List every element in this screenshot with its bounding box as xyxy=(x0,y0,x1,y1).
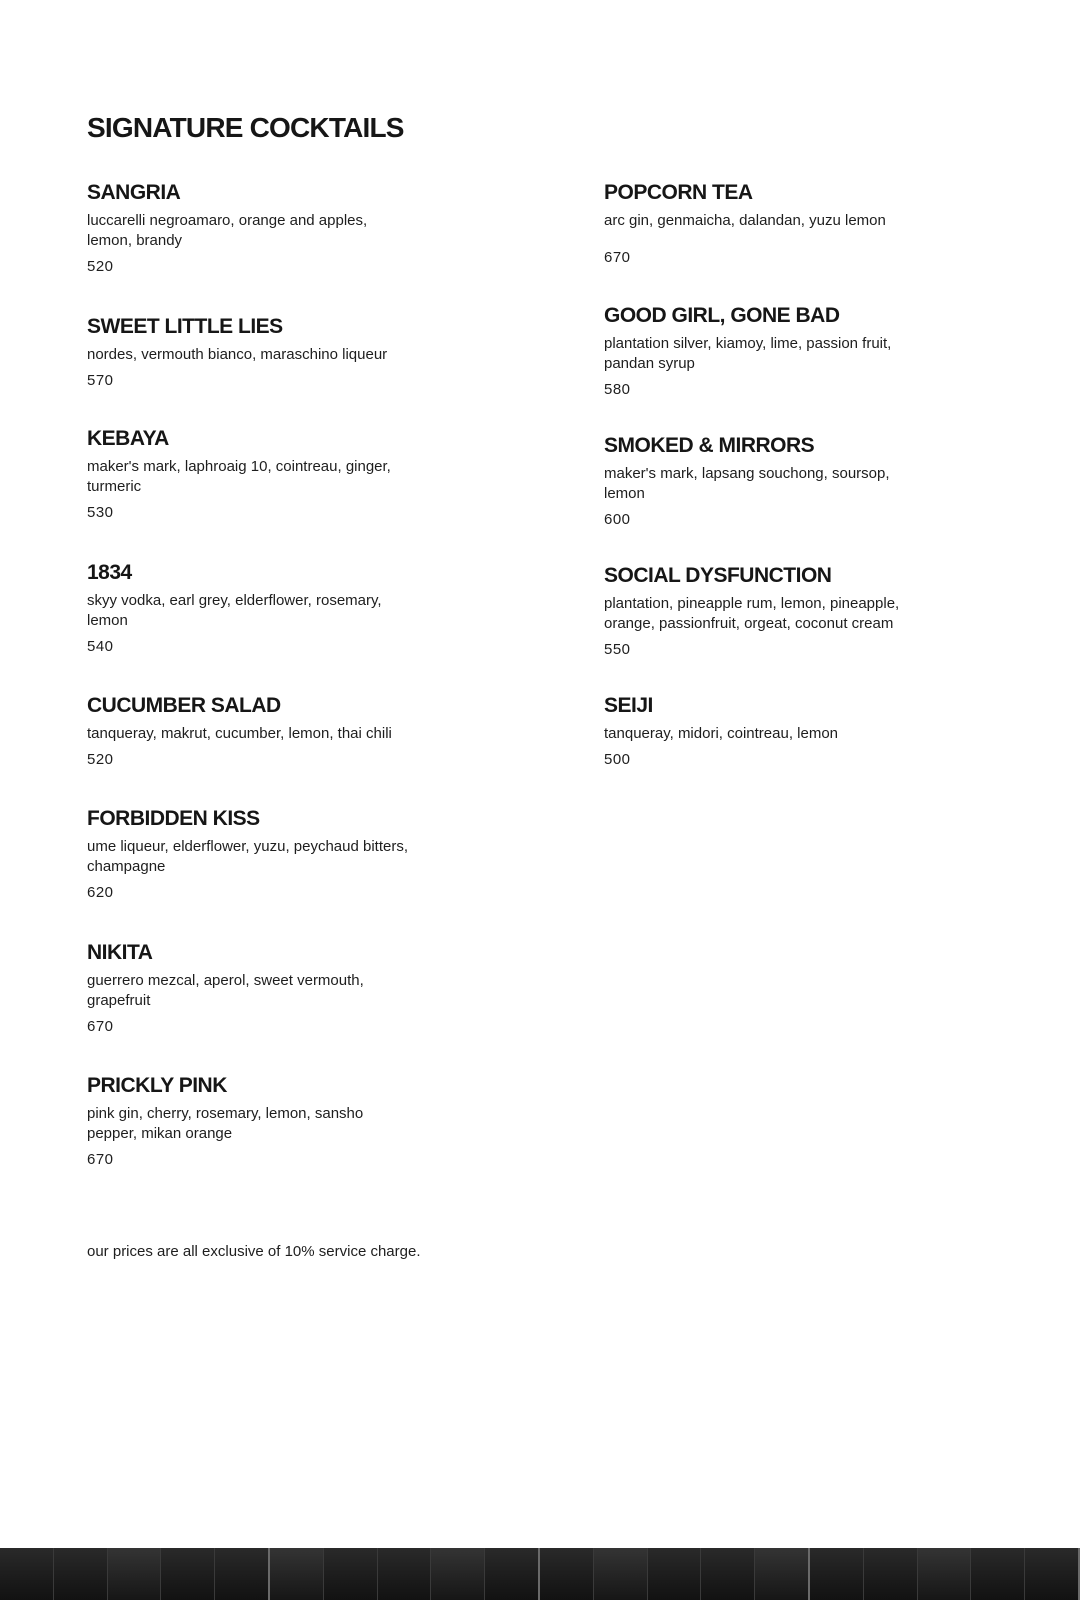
photo-tile xyxy=(864,1548,918,1600)
menu-item-name: SOCIAL DYSFUNCTION xyxy=(604,564,832,587)
photo-tile xyxy=(485,1548,540,1600)
menu-item-description-text: ume liqueur, elderflower, yuzu, peychaud bitters, champagne xyxy=(87,838,409,875)
menu-item-description-text: pink gin, cherry, rosemary, lemon, sansho pepper, mikan orange xyxy=(87,1105,364,1142)
menu-item-description xyxy=(87,837,487,877)
menu-item-price: 520 xyxy=(87,258,114,275)
menu-item-description xyxy=(87,345,487,365)
menu-item-description-text: plantation silver, kiamoy, lime, passion fruit, pandan syrup xyxy=(604,335,892,372)
menu-item xyxy=(87,560,487,657)
menu-item-price: 670 xyxy=(604,249,631,266)
photo-tile xyxy=(1025,1548,1080,1600)
menu-item-description xyxy=(87,724,487,744)
menu-item xyxy=(604,180,1024,268)
menu-item-price: 600 xyxy=(604,511,631,528)
photo-tile xyxy=(431,1548,485,1600)
menu-item-name: PRICKLY PINK xyxy=(87,1074,227,1097)
menu-item-name: KEBAYA xyxy=(87,427,169,450)
menu-item-description xyxy=(87,457,487,497)
menu-item-description-text: maker's mark, lapsang souchong, soursop, lemon xyxy=(604,465,890,502)
menu-item-description xyxy=(87,591,487,631)
menu-item-name: SANGRIA xyxy=(87,181,181,204)
photo-tile xyxy=(701,1548,755,1600)
menu-item-price: 580 xyxy=(604,381,631,398)
service-charge-note: our prices are all exclusive of 10% service charge. xyxy=(87,1243,421,1260)
menu-item-price: 500 xyxy=(604,751,631,768)
photo-tile xyxy=(108,1548,162,1600)
menu-item-description-text: nordes, vermouth bianco, maraschino liqueur xyxy=(87,346,388,363)
menu-item-description-text: tanqueray, makrut, cucumber, lemon, thai chili xyxy=(87,725,392,742)
photo-tile xyxy=(918,1548,972,1600)
photo-tile xyxy=(810,1548,864,1600)
menu-item xyxy=(604,563,1024,660)
menu-item-description xyxy=(604,594,1024,634)
menu-item-name: SWEET LITTLE LIES xyxy=(87,315,283,338)
bottom-photo-strip xyxy=(0,1548,1080,1600)
photo-tile xyxy=(378,1548,432,1600)
photo-tile xyxy=(648,1548,702,1600)
menu-item-price: 520 xyxy=(87,751,114,768)
menu-item-name: POPCORN TEA xyxy=(604,181,753,204)
menu-item-price: 670 xyxy=(87,1018,114,1035)
photo-tile xyxy=(540,1548,594,1600)
menu-item xyxy=(87,1073,487,1170)
menu-item-description-text: skyy vodka, earl grey, elderflower, rosemary, lemon xyxy=(87,592,382,629)
photo-tile xyxy=(215,1548,270,1600)
menu-item-price: 530 xyxy=(87,504,114,521)
menu-item-name: NIKITA xyxy=(87,941,153,964)
menu-item-price: 670 xyxy=(87,1151,114,1168)
menu-item xyxy=(87,806,487,903)
menu-item-description xyxy=(604,211,1024,231)
menu-item-description xyxy=(604,334,1024,374)
menu-item-name: GOOD GIRL, GONE BAD xyxy=(604,304,840,327)
photo-tile xyxy=(0,1548,54,1600)
menu-item-description-text: guerrero mezcal, aperol, sweet vermouth, grapefruit xyxy=(87,972,364,1009)
menu-item-description xyxy=(604,464,1024,504)
menu-item xyxy=(87,180,487,277)
photo-tile xyxy=(594,1548,648,1600)
menu-item-description-text: tanqueray, midori, cointreau, lemon xyxy=(604,725,839,742)
menu-item-price: 550 xyxy=(604,641,631,658)
menu-item-description xyxy=(87,971,487,1011)
menu-item xyxy=(87,693,487,770)
menu-item xyxy=(87,940,487,1037)
menu-item xyxy=(604,433,1024,530)
menu-item xyxy=(87,426,487,523)
menu-item-description-text: arc gin, genmaicha, dalandan, yuzu lemon xyxy=(604,212,886,229)
photo-tile xyxy=(324,1548,378,1600)
menu-item-name: SMOKED & MIRRORS xyxy=(604,434,815,457)
menu-item-price: 540 xyxy=(87,638,114,655)
menu-item-name: SEIJI xyxy=(604,694,653,717)
menu-item-description-text: luccarelli negroamaro, orange and apples, lemon, brandy xyxy=(87,212,368,249)
menu-item-price: 620 xyxy=(87,884,114,901)
menu-item-description xyxy=(87,211,487,251)
menu-item-description-text: maker's mark, laphroaig 10, cointreau, ginger, turmeric xyxy=(87,458,391,495)
menu-item-description xyxy=(604,724,1024,744)
menu-item-price: 570 xyxy=(87,372,114,389)
photo-tile xyxy=(161,1548,215,1600)
menu-item xyxy=(604,693,1024,770)
menu-item-description xyxy=(87,1104,487,1144)
menu-item-name: 1834 xyxy=(87,561,132,584)
menu-item xyxy=(604,303,1024,400)
photo-tile xyxy=(54,1548,108,1600)
menu-item-name: FORBIDDEN KISS xyxy=(87,807,260,830)
menu-item-name: CUCUMBER SALAD xyxy=(87,694,281,717)
photo-tile xyxy=(971,1548,1025,1600)
menu-item xyxy=(87,314,487,391)
photo-tile xyxy=(755,1548,810,1600)
photo-tile xyxy=(270,1548,324,1600)
page-title: SIGNATURE COCKTAILS xyxy=(87,112,404,143)
menu-item-description-text: plantation, pineapple rum, lemon, pineapple, orange, passionfruit, orgeat, coconut cream xyxy=(604,595,900,632)
